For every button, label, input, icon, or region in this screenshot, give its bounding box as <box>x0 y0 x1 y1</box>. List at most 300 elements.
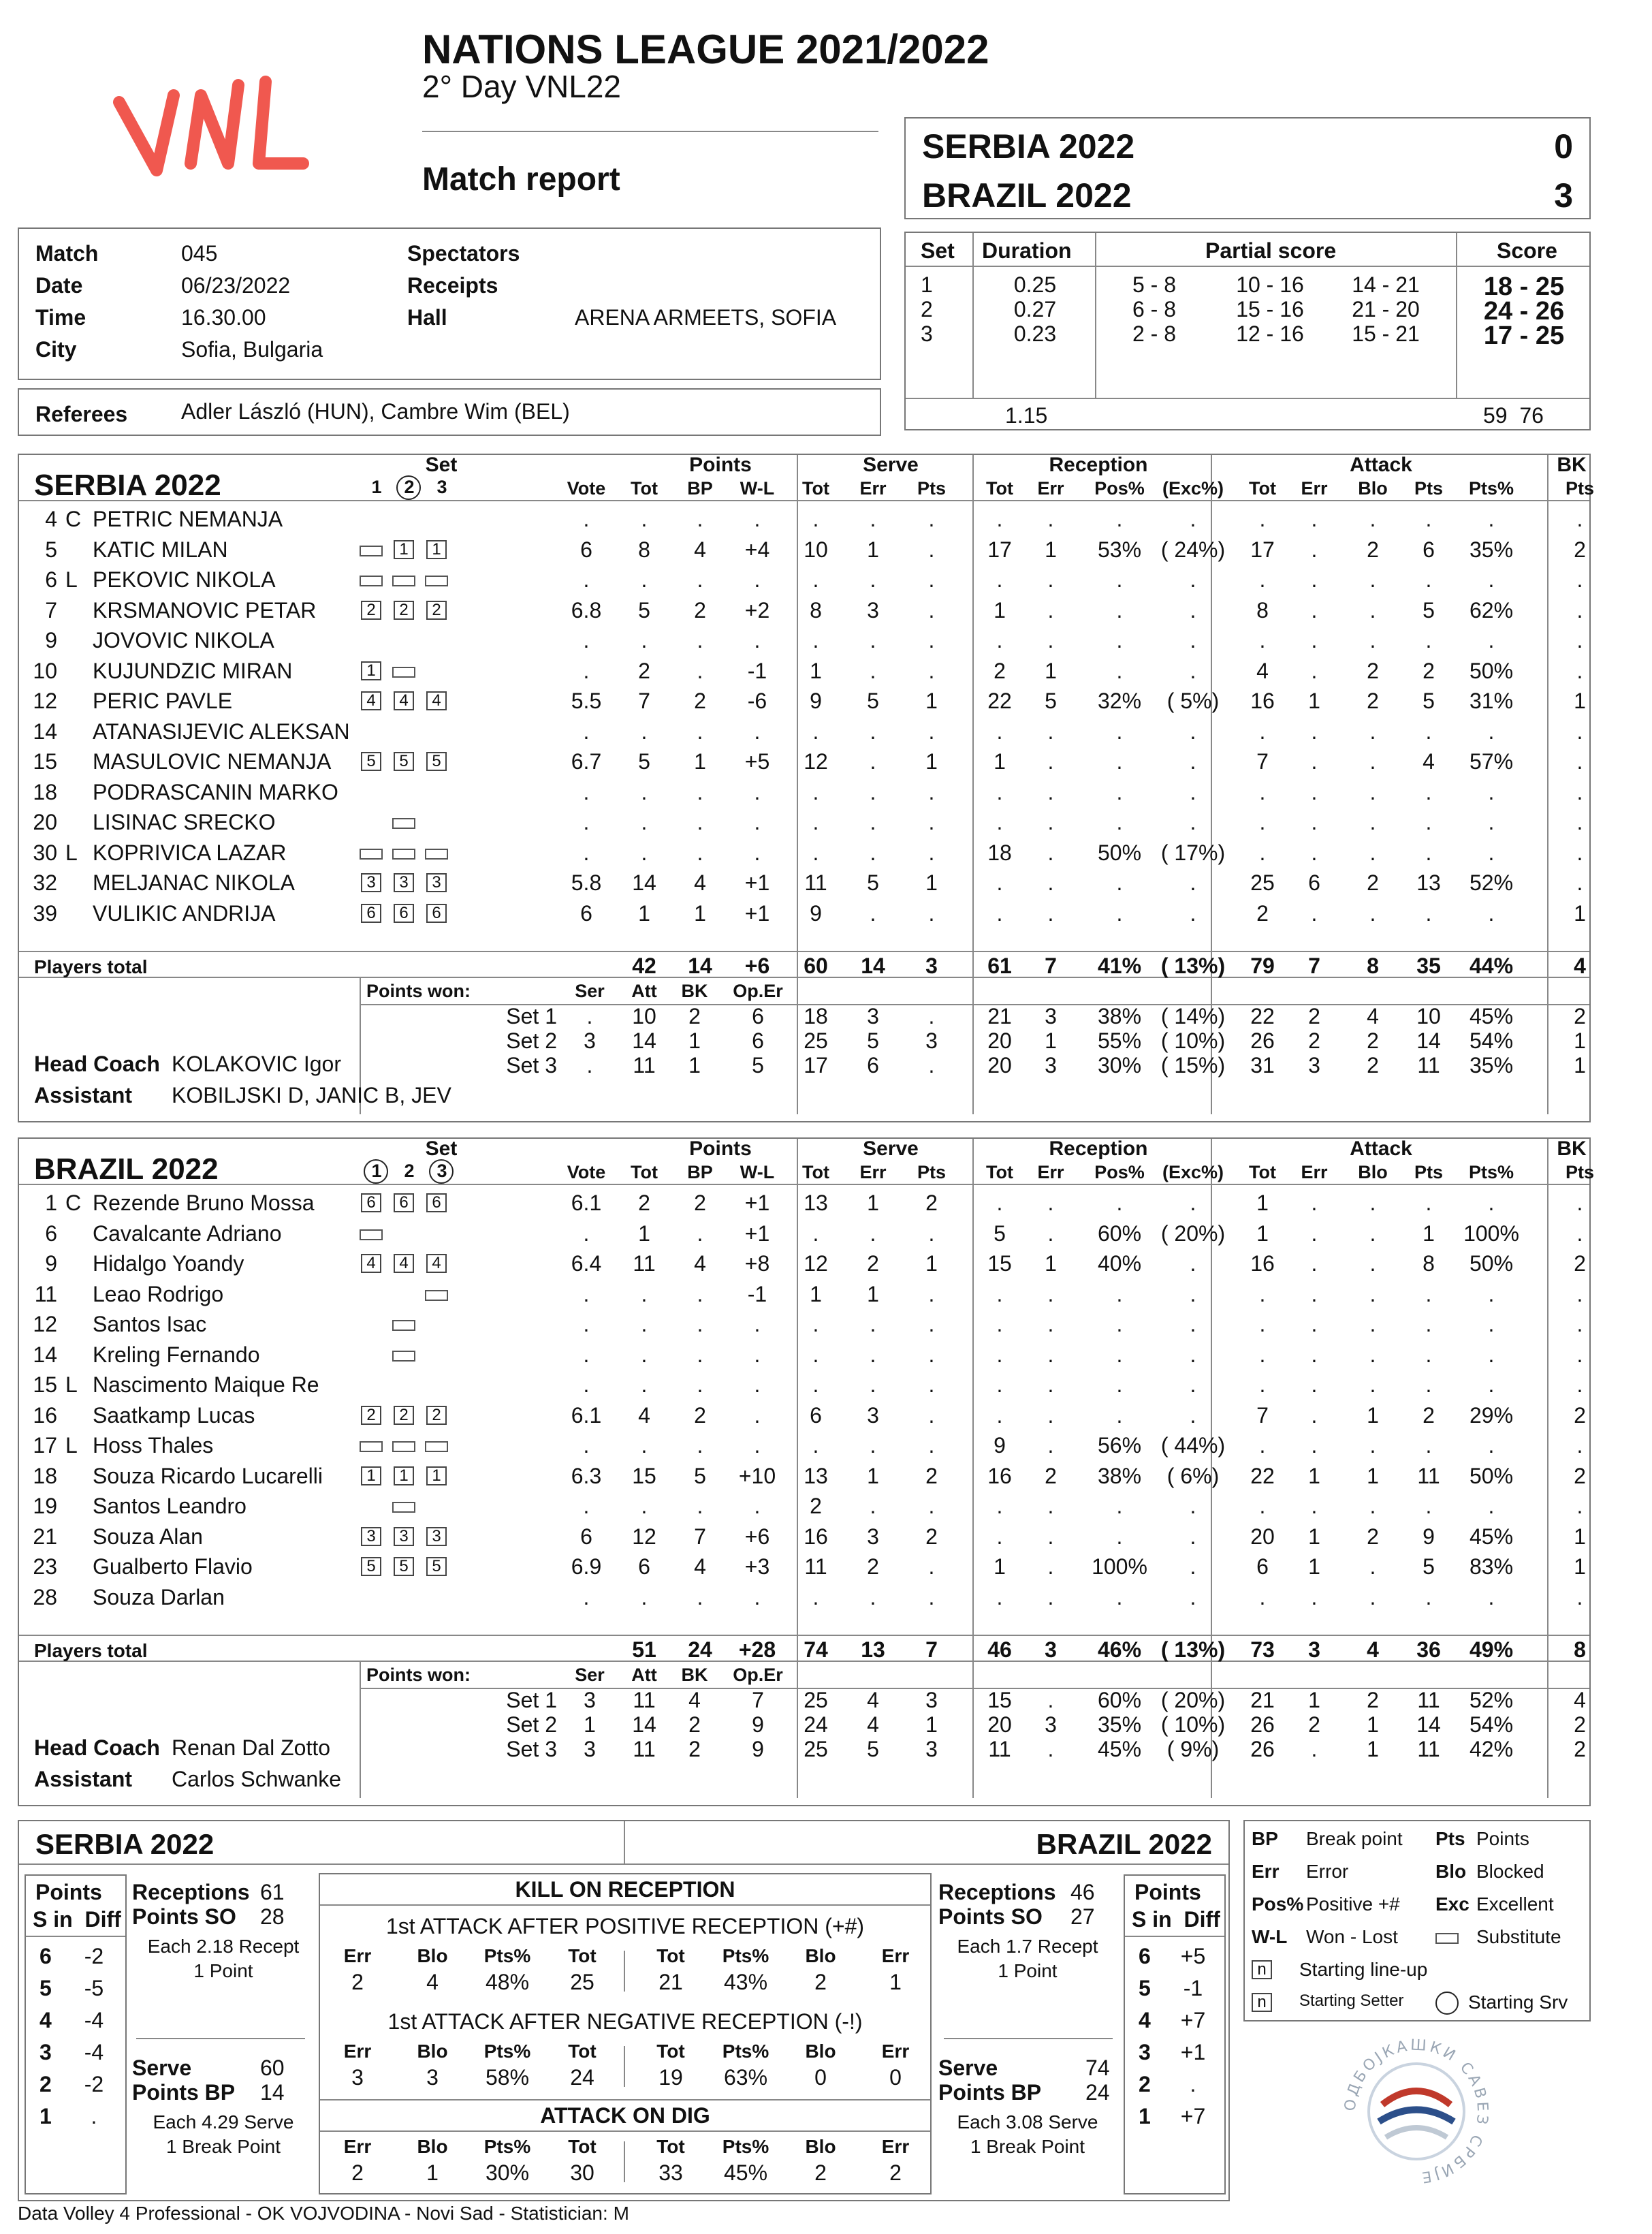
set-stat-cell: 2 <box>1367 1053 1379 1077</box>
stat-cell: . <box>1311 1402 1318 1428</box>
sub-header: Err <box>859 1162 887 1182</box>
sub-header: BP <box>687 478 713 499</box>
total-cell: 7 <box>925 1637 938 1662</box>
points-diff: -2 <box>84 1944 104 1968</box>
total-cell: 7 <box>1045 954 1057 978</box>
stat-cell: . <box>1576 1342 1583 1367</box>
player-role: L <box>65 1372 78 1397</box>
set-stat-cell: . <box>928 1004 935 1028</box>
total-cell: 60 <box>804 954 828 978</box>
stat-cell: . <box>996 1191 1003 1215</box>
set-stat-cell: 2 <box>1367 1028 1379 1053</box>
stat-cell: . <box>1425 810 1432 834</box>
stat-cell: 1 <box>1256 1221 1269 1246</box>
substitute-icon <box>392 849 415 860</box>
stat-cell: 83% <box>1469 1554 1514 1579</box>
set-stat-cell: Set 2 <box>506 1028 557 1053</box>
total-cell: +28 <box>738 1637 776 1662</box>
stat-cell: . <box>996 567 1003 592</box>
stat-cell: . <box>754 840 761 865</box>
points-s: 5 <box>1139 1976 1151 2000</box>
stat-cell: 3 <box>867 1402 879 1428</box>
legend-value: Substitute <box>1476 1926 1561 1947</box>
stat-cell: 18 <box>987 840 1012 865</box>
set-stat-cell: 3 <box>584 1688 596 1712</box>
starting-position-icon: 5 <box>394 752 414 771</box>
points-s: 6 <box>39 1944 52 1968</box>
score-team2: BRAZIL 2022 <box>922 176 1132 215</box>
legend-value: Excellent <box>1476 1893 1554 1915</box>
set-number: 3 <box>436 477 447 497</box>
sets-table <box>904 232 1591 430</box>
sets-cell: 2 - 8 <box>1132 321 1177 346</box>
starting-position-icon: 6 <box>394 904 414 923</box>
stat-cell: . <box>1116 1494 1123 1518</box>
kill-value: 1 <box>426 2160 439 2185</box>
sets-cell: 17 - 25 <box>1483 321 1565 350</box>
player-name: MASULOVIC NEMANJA <box>93 749 332 774</box>
stat-cell: +2 <box>744 597 770 623</box>
kill-header: Tot <box>568 2136 597 2157</box>
starting-position-icon: 4 <box>394 691 414 710</box>
stat-cell: . <box>1488 1494 1495 1518</box>
kill-on-reception <box>319 1873 932 2194</box>
starting-position-icon: 2 <box>394 1406 414 1425</box>
stat-cell: 1 <box>925 749 938 774</box>
kill-header: Pts% <box>722 1945 769 1966</box>
player-name: MELJANAC NIKOLA <box>93 870 295 895</box>
set-stat-cell: 60% <box>1097 1688 1142 1712</box>
stat-cell: . <box>697 810 703 834</box>
stat-cell: 57% <box>1469 749 1514 774</box>
left-each-recept: Each 2.18 Recept <box>147 1936 300 1957</box>
stat-cell: . <box>1369 900 1376 926</box>
hdr-serve: Serve <box>863 1137 919 1160</box>
starting-position-icon: 1 <box>394 540 414 559</box>
player-number: 9 <box>45 628 57 652</box>
stat-cell: . <box>1116 1402 1123 1428</box>
substitute-icon <box>360 849 383 860</box>
stat-cell: . <box>1190 1554 1196 1579</box>
stat-cell: 4 <box>1423 749 1435 774</box>
kill-header: Blo <box>417 2136 448 2157</box>
player-number: 15 <box>33 749 57 774</box>
stat-cell: . <box>1047 1402 1054 1428</box>
substitute-icon <box>360 1229 383 1240</box>
stat-cell: 7 <box>694 1524 706 1549</box>
stat-cell: . <box>1576 1433 1583 1458</box>
stat-cell: . <box>1116 1312 1123 1336</box>
stat-cell: 3 <box>867 597 879 623</box>
set-stat-cell: 1 <box>584 1712 596 1737</box>
left-points-label: Points <box>35 1880 102 1904</box>
player-number: 15 <box>33 1372 57 1397</box>
stat-cell: 2 <box>1574 1402 1586 1428</box>
kill-header: Pts% <box>722 2136 769 2157</box>
right-pointsbp-value: 24 <box>1085 2080 1110 2105</box>
total-cell: 61 <box>987 954 1012 978</box>
stat-cell: . <box>583 1494 590 1518</box>
substitute-icon <box>392 818 415 829</box>
stat-cell: . <box>870 749 876 774</box>
sub-header: Err <box>1301 1162 1328 1182</box>
kill-value: 19 <box>658 2065 683 2090</box>
kill-header: Err <box>343 1945 372 1966</box>
kill-value: 0 <box>889 2065 902 2090</box>
stat-cell: . <box>1576 567 1583 592</box>
stat-cell: . <box>928 900 935 926</box>
stat-cell: 2 <box>925 1191 938 1215</box>
stat-cell: . <box>1047 628 1054 652</box>
stat-cell: . <box>641 1494 648 1518</box>
set-stat-cell: 14 <box>632 1712 656 1737</box>
stat-cell: . <box>928 1312 935 1336</box>
stat-cell: 1 <box>638 900 650 926</box>
hdr-points: Points <box>689 454 752 476</box>
stat-cell: . <box>1116 597 1123 623</box>
stat-cell: . <box>697 779 703 804</box>
stat-cell: . <box>1047 1312 1054 1336</box>
stat-cell: 1 <box>1574 1554 1586 1579</box>
stat-cell: . <box>1190 1494 1196 1518</box>
stat-cell: . <box>1047 870 1054 895</box>
stat-cell: . <box>1116 628 1123 652</box>
stat-cell: 5 <box>1423 689 1435 713</box>
total-cell: 24 <box>688 1637 712 1662</box>
sets-cell: 18 - 25 <box>1483 272 1565 301</box>
set-stat-cell: 42% <box>1469 1737 1514 1761</box>
stat-cell: 1 <box>1308 1463 1320 1488</box>
stat-cell: 11 <box>804 870 827 895</box>
starting-position-icon: 6 <box>426 1193 447 1212</box>
starting-position-icon: 1 <box>361 661 381 680</box>
stat-cell: +8 <box>744 1251 770 1276</box>
kill-value: 30 <box>570 2160 594 2185</box>
stat-cell: . <box>1311 1342 1318 1367</box>
stat-cell: . <box>1576 749 1583 774</box>
stat-cell: . <box>1311 1584 1318 1609</box>
points-diff: +1 <box>1180 2040 1206 2064</box>
stat-cell: 50% <box>1469 1251 1514 1276</box>
stat-cell: . <box>1047 1524 1054 1549</box>
substitute-icon <box>392 1320 415 1331</box>
stat-cell: 5 <box>1423 597 1435 623</box>
stat-cell: 4 <box>694 870 706 895</box>
stat-cell: . <box>583 1312 590 1336</box>
kill-value: 43% <box>723 1970 768 1994</box>
stat-cell: . <box>1369 1494 1376 1518</box>
player-number: 16 <box>33 1402 57 1428</box>
stat-cell: . <box>1369 810 1376 834</box>
player-number: 7 <box>45 597 57 623</box>
right-pointsbp-label: Points BP <box>938 2080 1042 2105</box>
stat-cell: 1 <box>1256 1191 1269 1215</box>
set-stat-cell: 11 <box>1417 1053 1440 1077</box>
points-won-header: Ser <box>575 1665 605 1685</box>
starting-lineup-icon: n <box>1252 1960 1272 1979</box>
stat-cell: . <box>996 1524 1003 1549</box>
stat-cell: . <box>996 1494 1003 1518</box>
set-stat-cell: ( 20%) <box>1160 1688 1226 1712</box>
stat-cell: 1 <box>1367 1402 1379 1428</box>
stat-cell: . <box>583 1281 590 1306</box>
stat-cell: . <box>1369 1251 1376 1276</box>
kill-header: Err <box>881 1945 910 1966</box>
kill-header: Blo <box>417 2041 448 2062</box>
points-s: 6 <box>1139 1944 1151 1968</box>
stat-cell: . <box>870 810 876 834</box>
stat-cell: . <box>996 1584 1003 1609</box>
set-stat-cell: 2 <box>1308 1712 1320 1737</box>
stat-cell: 9 <box>810 689 822 713</box>
stat-cell: . <box>1190 1251 1196 1276</box>
kill-header: Pts% <box>483 2136 531 2157</box>
points-diff: . <box>91 2104 97 2128</box>
starting-position-icon: 6 <box>361 1193 381 1212</box>
player-number: 6 <box>45 1221 57 1246</box>
right-serve-value: 74 <box>1085 2056 1110 2080</box>
player-number: 30 <box>33 840 57 865</box>
right-each-serve-b: 1 Break Point <box>970 2136 1085 2157</box>
set-stat-cell: 2 <box>1574 1712 1586 1737</box>
legend-value: Break point <box>1306 1828 1403 1849</box>
sub-header: Blo <box>1358 478 1388 499</box>
total-cell: 35 <box>1416 954 1441 978</box>
player-name: PEKOVIC NIKOLA <box>93 567 276 592</box>
total-cell: 8 <box>1367 954 1379 978</box>
stat-cell: . <box>754 1584 761 1609</box>
sub-header: Pts <box>917 1162 947 1182</box>
set-stat-cell: Set 2 <box>506 1712 557 1737</box>
referees-box <box>18 388 881 436</box>
federation-seal <box>1335 2030 1498 2193</box>
stat-cell: . <box>641 1372 648 1397</box>
total-cell: 3 <box>1045 1637 1057 1662</box>
sets-cell: 14 - 21 <box>1352 272 1420 297</box>
date-label: Date <box>35 273 83 298</box>
set-stat-cell: 2 <box>1367 1688 1379 1712</box>
stat-cell: +5 <box>744 749 770 774</box>
total-cell: 44% <box>1469 954 1514 978</box>
sets-total-points: 59 76 <box>1483 403 1544 428</box>
stat-cell: . <box>641 840 648 865</box>
stat-cell: 6 <box>580 537 592 562</box>
stat-cell: . <box>697 507 703 531</box>
hdr-bk: BK <box>1557 1137 1587 1160</box>
set-stat-cell: 11 <box>633 1688 656 1712</box>
stat-cell: . <box>641 719 648 744</box>
player-number: 32 <box>33 870 57 895</box>
player-number: 10 <box>33 658 57 683</box>
points-won-header: Op.Er <box>733 981 783 1001</box>
stat-cell: +3 <box>744 1554 770 1579</box>
legend-value: Blocked <box>1476 1861 1544 1882</box>
stat-cell: ( 6%) <box>1166 1463 1220 1488</box>
stat-cell: 1 <box>994 749 1006 774</box>
stat-cell: . <box>1488 1312 1495 1336</box>
stat-cell: . <box>1259 1584 1266 1609</box>
total-cell: 79 <box>1250 954 1275 978</box>
stat-cell: . <box>754 1372 761 1397</box>
hall-name: ARENA ARMEETS, SOFIA <box>575 305 837 330</box>
set-number: 1 <box>371 1161 382 1181</box>
player-name: Nascimento Maique Re <box>93 1372 319 1397</box>
legend-value: Starting line-up <box>1299 1959 1428 1980</box>
stat-cell: . <box>697 1494 703 1518</box>
stat-cell: 5.5 <box>571 689 602 713</box>
right-pointsso-value: 27 <box>1070 1904 1095 1929</box>
set-stat-cell: 54% <box>1469 1028 1514 1053</box>
stat-cell: . <box>870 628 876 652</box>
starting-position-icon: 3 <box>394 1527 414 1546</box>
starting-position-icon: 3 <box>426 1527 447 1546</box>
total-cell: 74 <box>804 1637 828 1662</box>
stat-cell: 2 <box>1574 1251 1586 1276</box>
stat-cell: . <box>1190 719 1196 744</box>
stat-cell: . <box>1190 1372 1196 1397</box>
points-diff: . <box>1190 2072 1196 2096</box>
total-cell: 4 <box>1574 954 1586 978</box>
city-label: City <box>35 337 77 362</box>
total-cell: 8 <box>1574 1637 1586 1662</box>
sub-header: Tot <box>802 1162 829 1182</box>
stat-cell: . <box>1259 628 1266 652</box>
stat-cell: . <box>1369 1554 1376 1579</box>
stat-cell: . <box>697 1221 703 1246</box>
stat-cell: . <box>1259 1433 1266 1458</box>
player-name: VULIKIC ANDRIJA <box>93 900 276 926</box>
stat-cell: . <box>1369 1584 1376 1609</box>
sets-cell: 5 - 8 <box>1132 272 1177 297</box>
stat-cell: . <box>697 1342 703 1367</box>
set-stat-cell: . <box>586 1053 593 1077</box>
stat-cell: 13 <box>804 1191 828 1215</box>
player-number: 23 <box>33 1554 57 1579</box>
stat-cell: . <box>697 1584 703 1609</box>
legend-value: Error <box>1306 1861 1349 1882</box>
stat-cell: 2 <box>694 1191 706 1215</box>
set-stat-cell: 25 <box>804 1028 828 1053</box>
stat-cell: . <box>1190 749 1196 774</box>
kill-header: Blo <box>417 1945 448 1966</box>
set-stat-cell: 26 <box>1250 1737 1275 1761</box>
match-city: Sofia, Bulgaria <box>181 337 323 362</box>
set-stat-cell: 6 <box>752 1004 764 1028</box>
stat-cell: . <box>1047 1191 1054 1215</box>
stat-cell: 6.3 <box>571 1463 602 1488</box>
stat-cell: . <box>812 1221 819 1246</box>
stat-cell: . <box>1369 597 1376 623</box>
stat-cell: . <box>1116 1524 1123 1549</box>
set-stat-cell: 4 <box>1367 1004 1379 1028</box>
set-stat-cell: 9 <box>752 1737 764 1761</box>
kill-header: Tot <box>568 2041 597 2062</box>
stat-cell: . <box>1190 1524 1196 1549</box>
stat-cell: 6.4 <box>571 1251 602 1276</box>
time-label: Time <box>35 305 86 330</box>
stat-cell: . <box>1190 597 1196 623</box>
stat-cell: . <box>583 658 590 683</box>
stat-cell: 50% <box>1097 840 1142 865</box>
set-stat-cell: Set 1 <box>506 1004 557 1028</box>
stat-cell: . <box>1488 1191 1495 1215</box>
stat-cell: . <box>697 567 703 592</box>
stat-cell: . <box>1576 1494 1583 1518</box>
assistant: KOBILJSKI D, JANIC B, JEV <box>172 1083 451 1107</box>
sets-cell: 2 <box>921 297 933 321</box>
sets-cell: 21 - 20 <box>1352 297 1420 321</box>
stat-cell: . <box>1116 779 1123 804</box>
stat-cell: . <box>928 1342 935 1367</box>
left-pointsso-value: 28 <box>260 1904 285 1929</box>
stat-cell: . <box>583 810 590 834</box>
hdr-reception: Reception <box>1049 1137 1148 1160</box>
stat-cell: . <box>996 900 1003 926</box>
stat-cell: 17 <box>987 537 1012 562</box>
stat-cell: . <box>928 779 935 804</box>
stat-cell: . <box>583 840 590 865</box>
referees-label: Referees <box>35 402 128 426</box>
stat-cell: . <box>1047 1372 1054 1397</box>
set-stat-cell: 22 <box>1250 1004 1275 1028</box>
stat-cell: 7 <box>638 689 650 713</box>
sub-header: Blo <box>1358 1162 1388 1182</box>
points-diff: -2 <box>84 2072 104 2096</box>
stat-cell: . <box>1369 840 1376 865</box>
stat-cell: 22 <box>987 689 1012 713</box>
kill-title: KILL ON RECEPTION <box>515 1877 735 1902</box>
set-stat-cell: 11 <box>988 1737 1011 1761</box>
set-stat-cell: 2 <box>1308 1028 1320 1053</box>
stat-cell: 12 <box>804 1251 828 1276</box>
stat-cell: 14 <box>632 870 656 895</box>
stat-cell: . <box>1047 810 1054 834</box>
stat-cell: 1 <box>1045 1251 1057 1276</box>
stat-cell: 60% <box>1097 1221 1142 1246</box>
stat-cell: . <box>1116 719 1123 744</box>
substitute-icon <box>425 849 448 860</box>
left-each-serve: Each 4.29 Serve <box>153 2111 294 2133</box>
hdr-reception: Reception <box>1049 454 1148 476</box>
stat-cell: . <box>1047 1281 1054 1306</box>
stat-cell: . <box>1311 1312 1318 1336</box>
stat-cell: 1 <box>810 1281 822 1306</box>
set-stat-cell: 5 <box>752 1053 764 1077</box>
set-stat-cell: ( 14%) <box>1160 1004 1226 1028</box>
stat-cell: 6.1 <box>571 1402 602 1428</box>
stat-cell: . <box>1488 1281 1495 1306</box>
stat-cell: . <box>1311 719 1318 744</box>
stat-cell: 22 <box>1250 1463 1275 1488</box>
stat-cell: . <box>754 1433 761 1458</box>
stat-cell: 1 <box>1308 1524 1320 1549</box>
stat-cell: 16 <box>1250 1251 1275 1276</box>
stat-cell: 17 <box>1250 537 1275 562</box>
stat-cell: . <box>870 1342 876 1367</box>
set-stat-cell: . <box>1047 1688 1054 1712</box>
player-role: C <box>65 1191 82 1215</box>
stat-cell: ( 5%) <box>1166 689 1220 713</box>
set-stat-cell: 18 <box>804 1004 828 1028</box>
set-stat-cell: 21 <box>987 1004 1012 1028</box>
stat-cell: 2 <box>867 1554 879 1579</box>
stat-cell: . <box>1116 749 1123 774</box>
sub-header: Tot <box>631 1162 658 1182</box>
stat-cell: . <box>1190 658 1196 683</box>
starting-position-icon: 6 <box>394 1193 414 1212</box>
stat-cell: 6 <box>1256 1554 1269 1579</box>
player-name: Santos Isac <box>93 1312 207 1336</box>
